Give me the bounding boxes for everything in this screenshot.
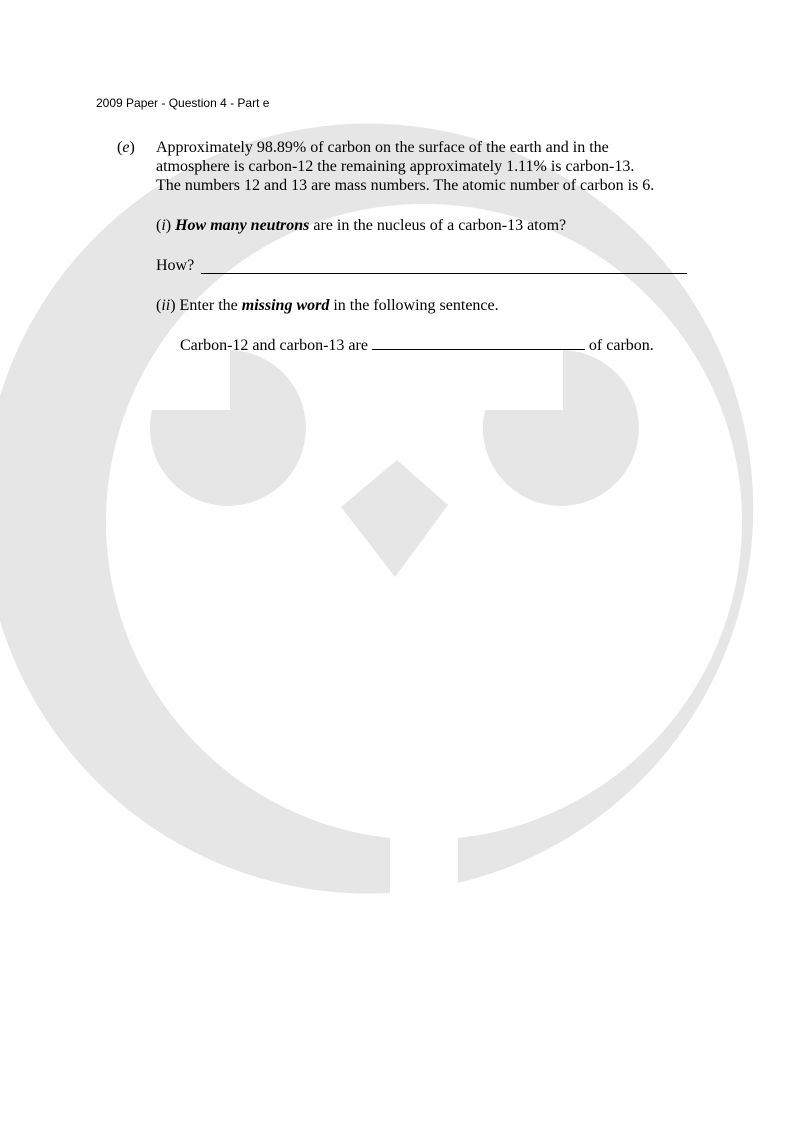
sub-question-i <box>156 216 566 235</box>
how-answer-line[interactable] <box>201 273 687 274</box>
fill-in-sentence <box>180 335 654 355</box>
sub-ii-open: ( <box>156 297 162 314</box>
intro-line: atmosphere is carbon-12 the remaining approximately 1.11% is carbon-13. <box>156 158 635 175</box>
sub-ii-rest: in the following sentence. <box>329 297 499 314</box>
intro-line: Approximately 98.89% of carbon on the surface of the earth and in the <box>156 139 609 156</box>
part-open-paren: ( <box>117 139 123 156</box>
how-label: How? <box>156 257 195 274</box>
question-intro <box>156 138 716 195</box>
sub-ii-emphasis: missing word <box>241 297 330 314</box>
sub-i-open: ( <box>156 217 162 234</box>
part-close-paren: ) <box>129 139 135 156</box>
sub-i-numeral: i <box>161 217 166 234</box>
part-letter: e <box>122 139 130 156</box>
question-part-label <box>117 138 135 157</box>
sentence-after: of carbon. <box>588 337 654 354</box>
intro-line: The numbers 12 and 13 are mass numbers. The atomic number of carbon is 6. <box>156 177 655 194</box>
sub-i-close: ) <box>165 217 176 234</box>
missing-word-blank[interactable] <box>372 335 585 350</box>
sub-question-ii <box>156 296 499 315</box>
page-header-title: 2009 Paper - Question 4 - Part e <box>96 96 270 110</box>
sub-ii-close: ) Enter the <box>170 297 242 314</box>
sub-i-rest: are in the nucleus of a carbon-13 atom? <box>309 217 567 234</box>
sub-ii-numeral: ii <box>161 297 171 314</box>
sentence-before: Carbon-12 and carbon-13 are <box>180 337 368 354</box>
sub-i-emphasis: How many neutrons <box>175 217 310 234</box>
